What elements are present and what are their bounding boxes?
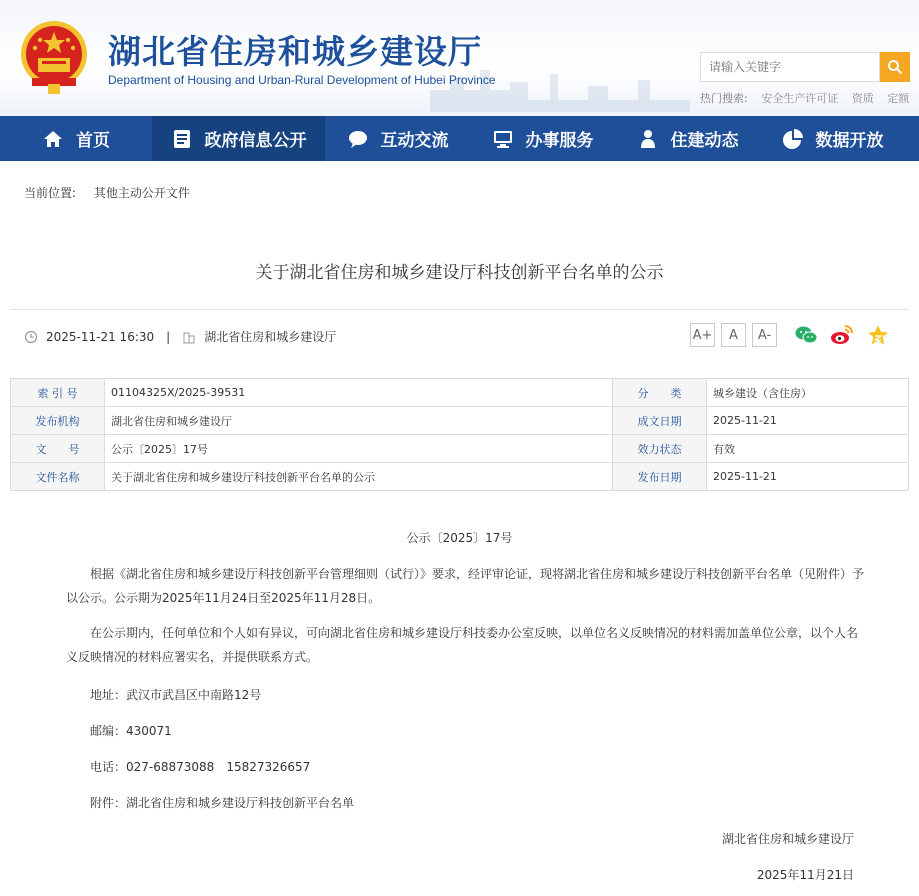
nav-item-news[interactable]	[615, 116, 760, 161]
signature-org: 湖北省住房和城乡建设厅	[721, 832, 854, 846]
table-row	[11, 435, 909, 463]
document-number: 公示〔2025〕17号	[406, 531, 513, 545]
document-list-icon	[171, 128, 193, 150]
font-default-button[interactable]: A	[721, 323, 746, 347]
nav-item-gov-info[interactable]	[152, 116, 325, 161]
search-input[interactable]	[700, 52, 880, 82]
table-row	[11, 407, 909, 435]
table-row	[11, 463, 909, 491]
info-key: 发布日期	[613, 463, 707, 491]
info-value: 公示〔2025〕17号	[105, 435, 613, 463]
nav-label: 办事服务	[525, 131, 594, 151]
clock-icon	[24, 330, 38, 344]
document-info-table	[10, 378, 909, 491]
meta-separator: |	[166, 329, 171, 344]
nav-item-open-data[interactable]	[760, 116, 905, 161]
search-button[interactable]	[880, 52, 910, 82]
national-emblem-icon	[18, 18, 90, 96]
info-value: 有效	[707, 435, 909, 463]
info-value: 关于湖北省住房和城乡建设厅科技创新平台名单的公示	[105, 463, 613, 491]
organization-icon	[182, 330, 196, 344]
info-key: 发布机构	[11, 407, 105, 435]
weibo-icon[interactable]	[830, 323, 854, 347]
contact-phone: 电话：027-68873088 15827326657	[90, 760, 311, 774]
info-value: 2025-11-21	[707, 463, 909, 491]
nav-item-interaction[interactable]	[325, 116, 470, 161]
body-paragraph-2: 在公示期内，任何单位和个人如有异议，可向湖北省住房和城乡建设厅科技委办公室反映，以单位名义反映情况的材料需加盖单位公章，以个人名义反映情况的材料应署实名，并提供联系方式。	[66, 626, 859, 664]
breadcrumb	[24, 184, 204, 201]
publish-datetime: 2025-11-21 16:30	[46, 329, 155, 344]
font-increase-button[interactable]: A+	[690, 323, 715, 347]
info-value: 湖北省住房和城乡建设厅	[105, 407, 613, 435]
info-key: 成文日期	[613, 407, 707, 435]
info-key: 效力状态	[613, 435, 707, 463]
home-icon	[42, 128, 64, 150]
hot-search-label: 热门搜索:	[700, 92, 748, 105]
font-decrease-button[interactable]: A-	[752, 323, 777, 347]
info-value: 01104325X/2025-39531	[105, 379, 613, 407]
site-title: 湖北省住房和城乡建设厅	[108, 32, 482, 71]
monitor-icon	[492, 128, 514, 150]
info-key: 分 类	[613, 379, 707, 407]
info-value: 2025-11-21	[707, 407, 909, 435]
share-bar	[794, 323, 890, 347]
person-icon	[637, 128, 659, 150]
body-paragraph-1: 根据《湖北省住房和城乡建设厅科技创新平台管理细则（试行）》要求，经评审论证，现将湖北省住房和城乡建设厅科技创新平台名单（见附件）予以公示。公示期为2025年11月24日至2025年11月28日。	[66, 567, 865, 605]
attachment-link[interactable]: 附件：湖北省住房和城乡建设厅科技创新平台名单	[90, 796, 355, 810]
info-key: 文 号	[11, 435, 105, 463]
site-header	[0, 0, 919, 116]
favorite-star-icon[interactable]	[866, 323, 890, 347]
nav-label: 住建动态	[670, 131, 739, 151]
font-size-controls	[690, 323, 777, 347]
search-icon	[887, 59, 903, 75]
contact-postcode: 邮编：430071	[90, 724, 172, 738]
publish-source: 湖北省住房和城乡建设厅	[204, 330, 337, 344]
info-key: 文件名称	[11, 463, 105, 491]
chat-bubble-icon	[347, 128, 369, 150]
nav-label: 首页	[76, 131, 110, 151]
hot-search	[700, 90, 919, 106]
nav-item-services[interactable]	[470, 116, 615, 161]
nav-label: 数据开放	[815, 131, 884, 151]
info-key: 索 引 号	[11, 379, 105, 407]
signature-date: 2025年11月21日	[756, 868, 854, 882]
site-subtitle: Department of Housing and Urban-Rural Development of Hubei Province	[108, 73, 496, 87]
info-value: 城乡建设（含住房）	[707, 379, 909, 407]
hot-term-link[interactable]: 资质	[851, 92, 874, 105]
nav-label: 互动交流	[380, 131, 449, 151]
wechat-icon[interactable]	[794, 323, 818, 347]
article-meta	[24, 328, 336, 345]
hot-term-link[interactable]: 安全生产许可证	[761, 92, 839, 105]
breadcrumb-current-link[interactable]: 其他主动公开文件	[93, 186, 190, 200]
nav-item-home[interactable]	[0, 116, 152, 161]
title-divider	[10, 309, 909, 310]
table-row	[11, 379, 909, 407]
article-title: 关于湖北省住房和城乡建设厅科技创新平台名单的公示	[255, 263, 664, 283]
hot-term-link[interactable]: 定额	[887, 92, 910, 105]
nav-label: 政府信息公开	[204, 131, 307, 151]
pie-chart-icon	[782, 128, 804, 150]
breadcrumb-label: 当前位置:	[24, 186, 77, 200]
contact-address: 地址：武汉市武昌区中南路12号	[90, 688, 262, 702]
main-nav	[0, 116, 919, 161]
